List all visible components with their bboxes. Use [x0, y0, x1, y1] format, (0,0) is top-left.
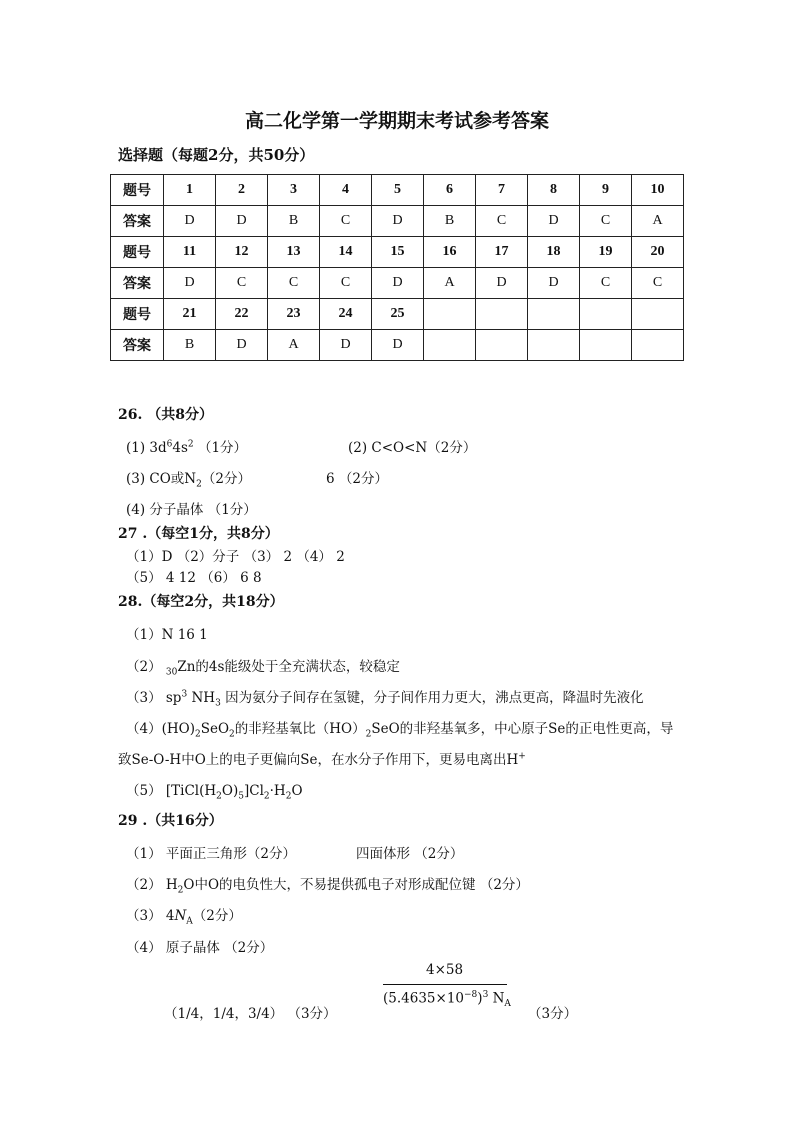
table-cell: 14 — [320, 237, 372, 268]
q28-line3: （3） $sp^3$ $NH_3$ 因为氨分子间存在氢键，分子间作用力更大，沸点更高，降温时先液化 — [126, 689, 644, 709]
table-cell: D — [372, 206, 424, 237]
table-cell — [476, 299, 528, 330]
table-cell: D — [164, 268, 216, 299]
table-cell: A — [632, 206, 684, 237]
table-cell — [632, 330, 684, 361]
table-cell: 25 — [372, 299, 424, 330]
row-header-cell: 答案 — [111, 268, 164, 299]
table-cell: 22 — [216, 299, 268, 330]
table-cell: 1 — [164, 175, 216, 206]
table-cell: D — [372, 330, 424, 361]
page-title: 高二化学第一学期期末考试参考答案 — [244, 110, 549, 132]
table-cell: D — [528, 206, 580, 237]
q26-heading: 26. （共8分） — [118, 407, 213, 423]
table-row — [111, 299, 684, 330]
q29-line2: （2） $H_2O$中O的电负性大，不易提供孤电子对形成配位键 （2分） — [126, 877, 529, 896]
table-cell: 12 — [216, 237, 268, 268]
q28-line4: $(4)(HO)_2SeO_2$的非羟基氧比$(HO)_2SeO$的非羟基氧多，中心原子Se的正电性更高，导 — [126, 721, 674, 740]
table-cell — [424, 330, 476, 361]
table-cell: B — [164, 330, 216, 361]
table-cell: C — [320, 268, 372, 299]
table-cell: 10 — [632, 175, 684, 206]
table-cell: 4 — [320, 175, 372, 206]
row-header-cell: 答案 — [111, 330, 164, 361]
table-cell: B — [424, 206, 476, 237]
table-cell: 7 — [476, 175, 528, 206]
q28-line6: （5） $[TiCl(H_2O)_5]Cl_2\cdot H_2O$ — [126, 783, 303, 802]
fraction-numerator: 4×58 — [426, 962, 464, 978]
table-cell: 24 — [320, 299, 372, 330]
table-cell: D — [372, 268, 424, 299]
table-cell — [528, 299, 580, 330]
table-cell: D — [528, 268, 580, 299]
section-heading: 选择题（每题2分，共50分） — [118, 146, 315, 164]
table-cell: 8 — [528, 175, 580, 206]
table-cell: D — [320, 330, 372, 361]
table-cell: C — [268, 268, 320, 299]
table-cell: C — [580, 206, 632, 237]
table-cell: D — [216, 330, 268, 361]
table-cell: 18 — [528, 237, 580, 268]
table-cell: 5 — [372, 175, 424, 206]
table-cell: 3 — [268, 175, 320, 206]
q29-heading: 29 .（共16分） — [118, 813, 223, 829]
q26-line2-a: (3) CO或$N_2(2$分） — [126, 471, 251, 490]
q28-line5: 致Se-O-H中O上的电子更偏向Se，在水分子作用下，更易电离出H+ — [118, 751, 526, 768]
q29-line1-a: （1） 平面正三角形（2分） — [126, 846, 296, 862]
q27-line1: （1）D （2）分子 （3） 2 （4） 2 — [126, 549, 345, 565]
table-cell: 21 — [164, 299, 216, 330]
table-cell: 23 — [268, 299, 320, 330]
table-row — [111, 206, 684, 237]
table-cell: 16 — [424, 237, 476, 268]
table-cell — [580, 330, 632, 361]
table-cell — [632, 299, 684, 330]
q29-line1-b: 四面体形 （2分） — [356, 846, 464, 862]
q28-line2: （2） $_{30}$Zn的4s能级处于全充满状态，较稳定 — [126, 659, 400, 678]
table-cell: B — [268, 206, 320, 237]
q26-line3: (4) 分子晶体 （1分） — [126, 502, 257, 518]
table-cell: C — [320, 206, 372, 237]
q29-line5-a: （1/4，1/4，3/4） （3分） — [164, 1006, 337, 1022]
table-cell: 11 — [164, 237, 216, 268]
table-row — [111, 175, 684, 206]
table-cell: 13 — [268, 237, 320, 268]
table-cell: 9 — [580, 175, 632, 206]
table-cell: C — [632, 268, 684, 299]
table-cell: 20 — [632, 237, 684, 268]
table-cell: D — [216, 206, 268, 237]
fraction-bar — [383, 984, 507, 985]
table-row — [111, 237, 684, 268]
table-cell: D — [164, 206, 216, 237]
row-header-cell: 题号 — [111, 299, 164, 330]
table-cell — [424, 299, 476, 330]
row-header-cell: 题号 — [111, 237, 164, 268]
q29-line4: （4） 原子晶体 （2分） — [126, 940, 274, 956]
row-header-cell: 题号 — [111, 175, 164, 206]
table-cell: C — [476, 206, 528, 237]
table-cell: 17 — [476, 237, 528, 268]
q27-line2: （5） 4 12 （6） 6 8 — [126, 570, 262, 586]
answer-table — [110, 174, 684, 361]
table-cell — [476, 330, 528, 361]
q26-line1-a: (1) $3d^64s^2$ （1分） — [126, 439, 248, 456]
table-cell: 15 — [372, 237, 424, 268]
q29-line3: （3） $4N_A(2$分） — [126, 908, 242, 927]
table-cell: 6 — [424, 175, 476, 206]
fraction-denominator: $(5.4635\times 10^{-8})^3$ $N_A$ — [383, 990, 511, 1010]
table-cell: 2 — [216, 175, 268, 206]
q29-line5-b: （3分） — [528, 1006, 578, 1022]
table-cell: D — [476, 268, 528, 299]
row-header-cell: 答案 — [111, 206, 164, 237]
q28-line1: （1）N 16 1 — [126, 627, 208, 643]
table-cell: A — [268, 330, 320, 361]
table-cell: C — [580, 268, 632, 299]
q27-heading: 27 .（每空1分，共8分） — [118, 526, 279, 542]
table-cell: A — [424, 268, 476, 299]
table-cell: 19 — [580, 237, 632, 268]
q28-heading: 28.（每空2分，共18分） — [118, 594, 284, 610]
table-cell — [528, 330, 580, 361]
table-row — [111, 268, 684, 299]
table-row — [111, 330, 684, 361]
table-cell: C — [216, 268, 268, 299]
q26-line1-b: (2) C<O<N（2分） — [348, 440, 477, 456]
table-cell — [580, 299, 632, 330]
q26-line2-b: 6 （2分） — [326, 471, 388, 487]
